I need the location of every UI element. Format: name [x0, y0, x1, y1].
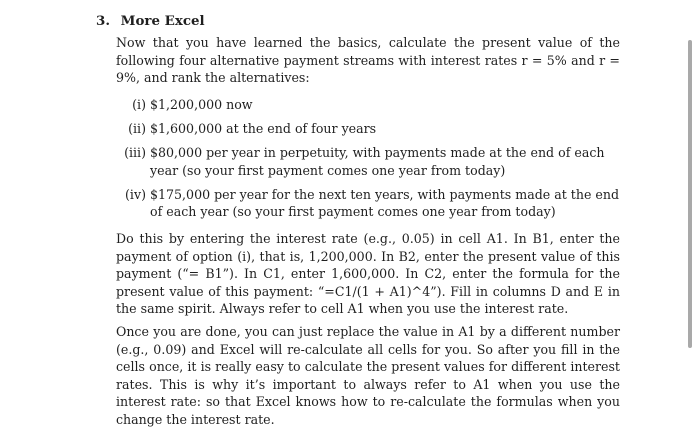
list-item-marker: (iii) [124, 145, 146, 161]
question-number: 3. [96, 13, 110, 29]
instructions-paragraph: Do this by entering the interest rate (e.g., 0.05) in cell A1. In B1, enter the payment of option (i), that is, 1,200,000. In B2, enter the present value of this payment (“= B1”). In C1, enter 1,600,000. In C2, enter the formula for the present value of this payment: “=C1/(1 + A1)^4”). Fill in columns D and E in the same spirit. Always refer to cell A1 when you use the interest rate. [116, 231, 620, 317]
list-item [116, 96, 620, 114]
list-item-marker: (iv) [125, 186, 146, 202]
list-item [116, 186, 620, 221]
vertical-scrollbar[interactable] [688, 40, 692, 348]
list-item [116, 120, 620, 138]
alternatives-list [116, 96, 620, 228]
list-item [116, 144, 620, 179]
list-item-text: $1,600,000 at the end of four years [150, 121, 377, 137]
question-heading [96, 12, 205, 30]
list-item-marker: (i) [132, 97, 146, 112]
list-item-text: $175,000 per year for the next ten years, with payments made at the end of each year (so your first payment comes one year from today) [150, 186, 620, 220]
closing-paragraph: Once you are done, you can just replace the value in A1 by a different number (e.g., 0.09) and Excel will re-calculate all cells for you. So after you fill in the cells once, it is really easy to calculate the present values for different interest rates. This is why it’s important to always refer to A1 when you use the interest rate: so that Excel knows how to re-calculate the formulas when you change the interest rate. [116, 324, 620, 427]
list-item-marker: (ii) [128, 121, 146, 137]
question-title: More Excel [120, 13, 205, 29]
intro-paragraph: Now that you have learned the basics, calculate the present value of the following four alternative payment streams with interest rates r = 5% and r = 9%, and rank the alternatives: [116, 35, 620, 86]
list-item-text: $80,000 per year in perpetuity, with payments made at the end of each year (so your first payment comes one year from today) [150, 145, 605, 178]
list-item-text: $1,200,000 now [150, 97, 253, 112]
